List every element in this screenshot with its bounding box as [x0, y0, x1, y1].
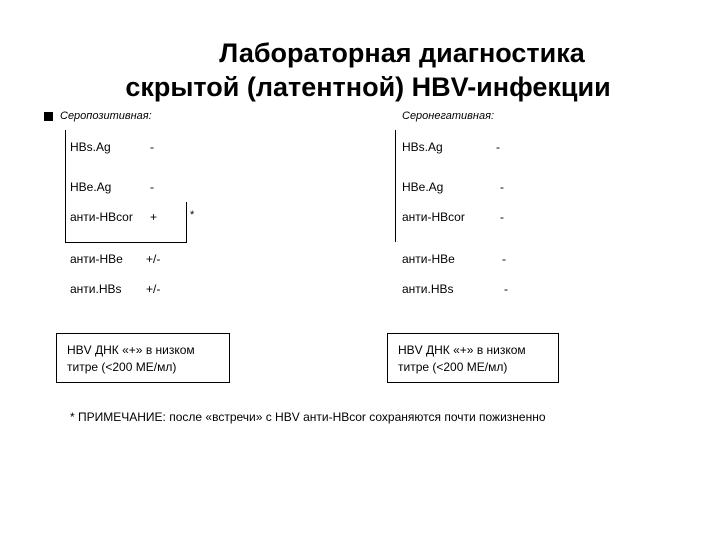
- marker-anti-hbcor: анти-HBcor: [402, 210, 465, 224]
- footnote-note: * ПРИМЕЧАНИЕ: после «встречи» с HBV анти-HBcor сохраняются почти пожизненно: [70, 410, 546, 424]
- dna-text: HBV ДНК «+» в низком титре (<200 МЕ/мл): [67, 343, 195, 374]
- dna-text: HBV ДНК «+» в низком титре (<200 МЕ/мл): [398, 343, 526, 374]
- marker-hbsag: HBs.Ag: [402, 140, 443, 154]
- page-title: [0, 36, 720, 104]
- table-border: [395, 130, 396, 242]
- value-anti-hbs: -: [504, 282, 508, 296]
- marker-anti-hbcor: анти-HBcor: [70, 210, 133, 224]
- title-line-1: Лабораторная диагностика: [219, 38, 585, 68]
- right-dna-box: [387, 333, 559, 383]
- seronegative-header: Серонегативная:: [402, 110, 495, 122]
- value-anti-hbcor: -: [500, 210, 504, 224]
- table-border: [65, 242, 187, 243]
- marker-hbsag: HBs.Ag: [70, 140, 111, 154]
- marker-hbeag: HBe.Ag: [402, 180, 444, 194]
- marker-anti-hbs: анти.HBs: [402, 282, 454, 296]
- bullet-square-icon: [44, 112, 53, 121]
- marker-hbeag: HBe.Ag: [70, 180, 112, 194]
- left-dna-box: [56, 333, 230, 383]
- value-anti-hbe: -: [502, 252, 506, 266]
- value-hbsag: -: [150, 140, 154, 154]
- marker-anti-hbe: анти-HBe: [402, 252, 455, 266]
- table-border: [65, 130, 66, 242]
- title-line-2: скрытой (латентной) HBV-инфекции: [125, 72, 611, 102]
- value-anti-hbcor: +: [150, 210, 158, 224]
- marker-anti-hbe: анти-HBe: [70, 252, 123, 266]
- value-hbeag: -: [500, 180, 504, 194]
- value-anti-hbs: +/-: [146, 282, 161, 296]
- footnote-marker: *: [190, 209, 195, 221]
- marker-anti-hbs: анти.HBs: [70, 282, 122, 296]
- value-anti-hbe: +/-: [146, 252, 161, 266]
- table-border: [186, 202, 187, 242]
- seropositive-header: Серопозитивная:: [60, 110, 152, 122]
- value-hbeag: -: [150, 180, 154, 194]
- value-hbsag: -: [496, 140, 500, 154]
